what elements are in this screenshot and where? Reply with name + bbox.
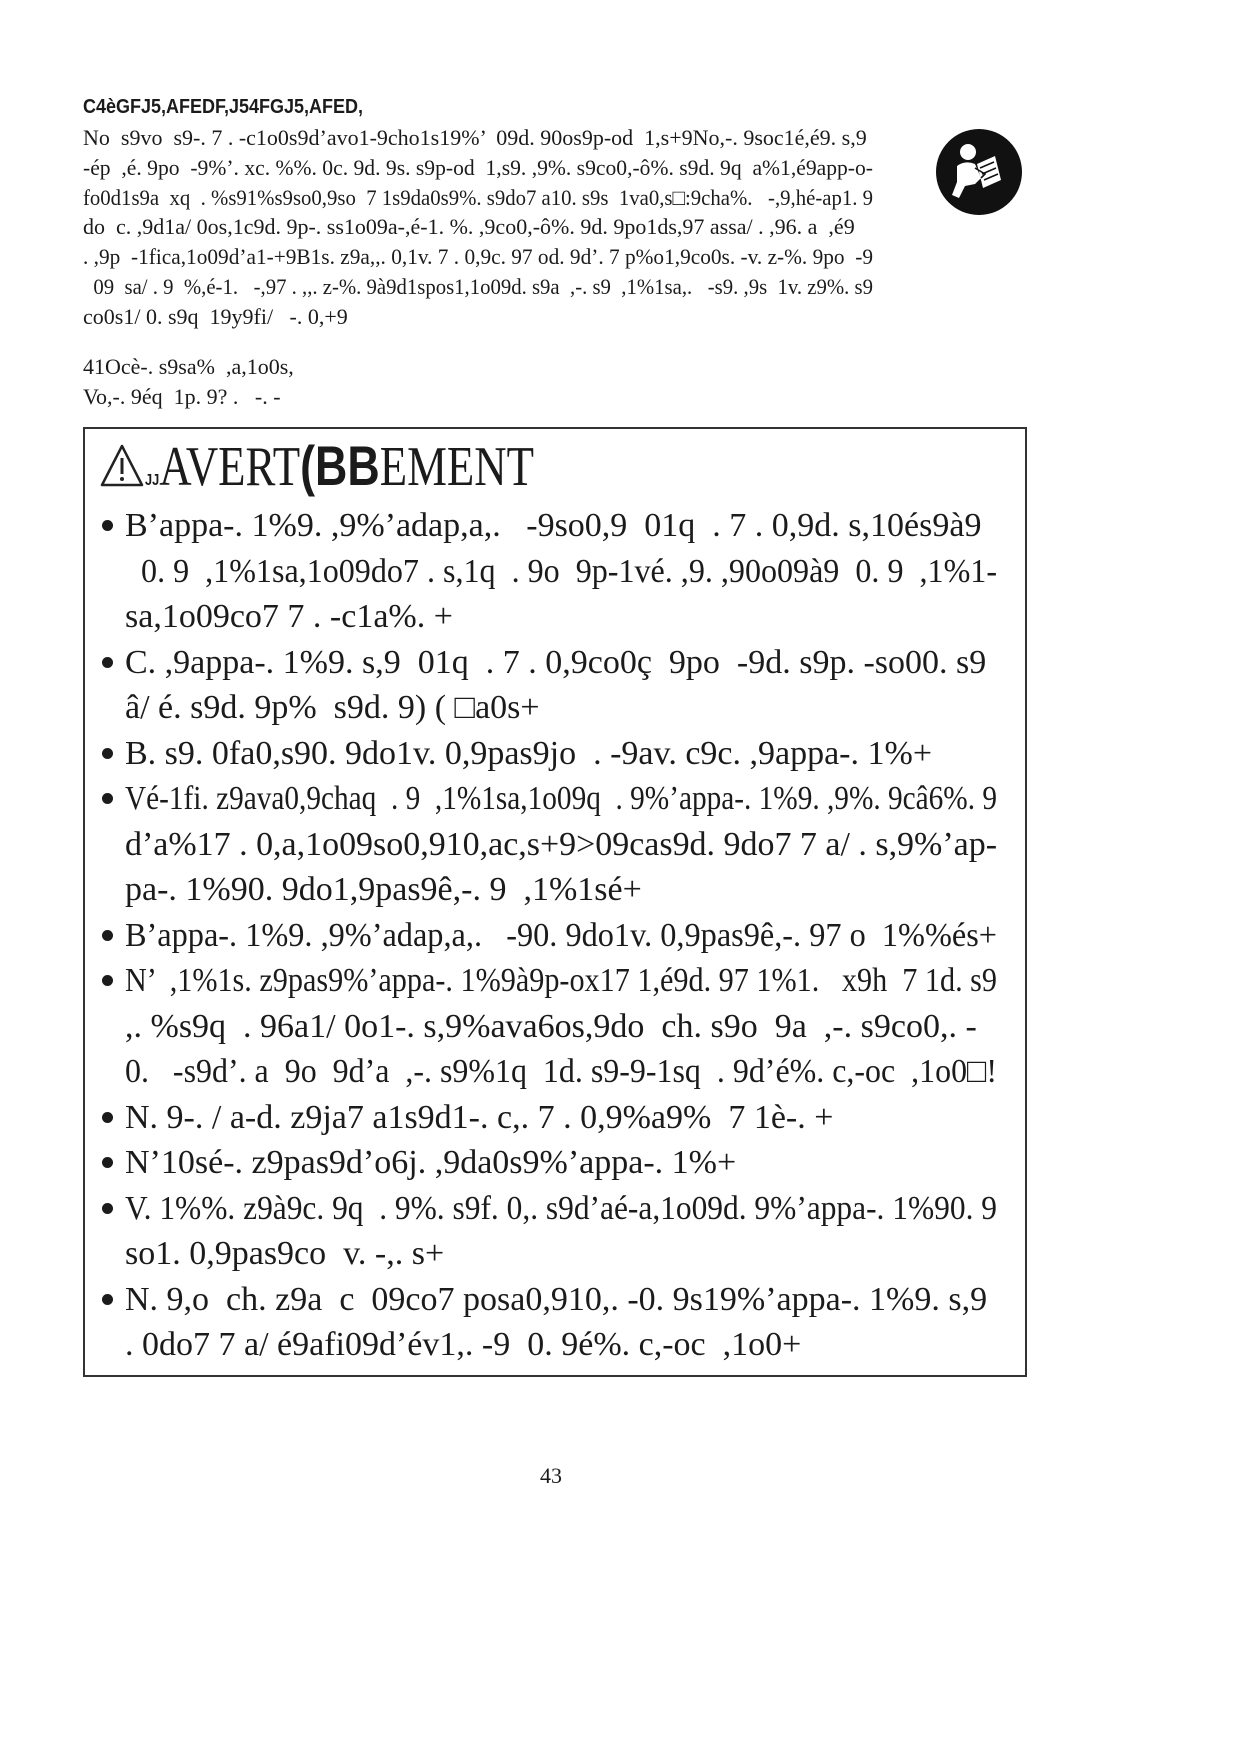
warning-title (145, 434, 534, 513)
warning-triangle-icon (100, 443, 144, 489)
warning-item (125, 1095, 1137, 1141)
intro-line: do c. ,9d1a/ 0os,1c9d. 9p-. ss1o09a-,é-1. %. ,9co0,-ô%. 9d. 9po1ds,97 assa/ . ,96. a ,é9 (83, 214, 855, 240)
item-line: B’appa-. 1%9. ,9%’adap,a,. -90. 9do1v. 0,9pas9ê,-. 97 o 1%%és+ (125, 916, 997, 954)
warning-item (125, 776, 1137, 913)
read-manual-icon (935, 128, 1023, 216)
note-line: Vo,-. 9éq 1p. 9? . -. - (83, 384, 281, 409)
warning-item (125, 913, 1137, 959)
intro-line: No s9vo s9-. 7 . -c1o0s9d’avo1-9cho1s19%’ 09d. 90os9p-od 1,s+9No,-. 9soc1é,é9. s,9 (83, 125, 867, 150)
item-line: sa,1o09co7 7 . -c1a%. + (125, 598, 453, 635)
item-line: N’ ,1%1s. z9pas9%’appa-. 1%9à9p-ox17 1,é9d. 97 1%1. x9h 7 1d. s9 (125, 962, 997, 999)
warning-item (125, 1277, 1137, 1368)
warning-item (125, 958, 1137, 1095)
warning-box (83, 427, 1027, 1377)
note-line: 41Ocè-. s9sa% ,a,1o0s, (83, 354, 294, 379)
item-line: N. 9,o ch. z9a c 09co7 posa0,910,. -0. 9s19%’appa-. 1%9. s,9 (125, 1280, 988, 1318)
item-line: N. 9-. / a-d. z9ja7 a1s9d1-. c,. 7 . 0,9%a9% 7 1è-. + (125, 1098, 834, 1136)
warning-item (125, 640, 1137, 731)
item-line: C. ,9appa-. 1%9. s,9 01q . 7 . 0,9co0ç 9po -9d. s9p. -so00. s9 (125, 643, 987, 681)
page-number: 43 (540, 1463, 562, 1488)
bullet-point (102, 1112, 113, 1123)
title-part: EMENT (379, 436, 535, 498)
bullet-point (102, 1294, 113, 1305)
bullet-point (102, 793, 113, 804)
item-line: B’appa-. 1%9. ,9%’adap,a,. -9so0,9 01q . 7 . 0,9d. s,10és9à9 (125, 507, 982, 544)
item-line: V. 1%%. z9à9c. 9q . 9%. s9f. 0,. s9d’aé-a,1o09d. 9%’appa-. 1%90. 9 (125, 1189, 997, 1227)
section-heading: C4èGFJ5,AFEDF,J54FGJ5,AFED, (83, 96, 363, 118)
item-line: 0. -s9d’. a 9o 9d’a ,-. s9%1q 1d. s9-9-1sq . 9d’é%. c,-oc ,1o0□! (125, 1053, 997, 1090)
warning-list (125, 503, 1137, 1368)
intro-line: 09 sa/ . 9 %,é-1. -,97 . ,,. z-%. 9à9d1spos1,1o09d. s9a ,-. s9 ,1%1sa,. -s9. ,9s 1v. z9%. s9 (83, 273, 873, 299)
item-line: N’10sé-. z9pas9d’o6j. ,9da0s9%’appa-. 1%+ (125, 1144, 737, 1181)
warning-item (125, 731, 1137, 777)
item-line: ,. %s9q . 96a1/ 0o1-. s,9%ava6os,9do ch. s9o 9a ,-. s9co0,. - (125, 1007, 977, 1045)
intro-line: fo0d1s9a xq . %s91%s9so0,9so 7 1s9da0s9%. s9do7 a10. s9s 1va0,s□:9cha%. -,9,hé-ap1. 9 (83, 184, 873, 210)
item-line: pa-. 1%90. 9do1,9pas9ê,-. 9 ,1%1sé+ (125, 871, 642, 908)
title-part: (BB (300, 434, 380, 497)
bullet-point (102, 748, 113, 759)
item-line: . 0do7 7 a/ é9afi09d’év1,. -9 0. 9é%. c,-oc ,1o0+ (125, 1326, 802, 1363)
item-line: so1. 0,9pas9co v. -,. s+ (125, 1235, 445, 1272)
warning-item (125, 1140, 1137, 1186)
item-line: d’a%17 . 0,a,1o09so0,910,ac,s+9>09cas9d. 9do7 7 a/ . s,9%’ap- (125, 825, 997, 863)
warning-item (125, 1186, 1137, 1277)
intro-line: co0s1/ 0. s9q 19y9fi/ -. 0,+9 (83, 303, 348, 329)
intro-line: . ,9p -1fica,1o09d’a1-+9B1s. z9a,,. 0,1v. 7 . 0,9c. 97 od. 9d’. 7 p%o1,9co0s. -v. z-%. 9po -9 (83, 244, 873, 270)
title-part: AVERT (159, 436, 301, 498)
bullet-point (102, 930, 113, 941)
note-paragraph (83, 352, 294, 412)
bullet-point (102, 1157, 113, 1168)
bullet-point (102, 520, 113, 531)
item-line: Vé-1fi. z9ava0,9chaq . 9 ,1%1sa,1o09q . 9%’appa-. 1%9. ,9%. 9câ6%. 9 (125, 780, 997, 817)
item-line: â/ é. s9d. 9p% s9d. 9) ( □a0s+ (125, 689, 540, 726)
title-prefix: JJ (145, 472, 160, 489)
intro-paragraph (83, 123, 921, 332)
bullet-point (102, 975, 113, 986)
bullet-point (102, 657, 113, 668)
bullet-point (102, 1203, 113, 1214)
item-line: 0. 9 ,1%1sa,1o09do7 . s,1q . 9o 9p-1vé. ,9. ,90o09à9 0. 9 ,1%1- (125, 552, 997, 590)
intro-line: -ép ,é. 9po -9%’. xc. %%. 0c. 9d. 9s. s9p-od 1,s9. ,9%. s9co0,-ô%. s9d. 9q a%1,é9app-o- (83, 154, 873, 180)
item-line: B. s9. 0fa0,s90. 9do1v. 0,9pas9jo . -9av. c9c. ,9appa-. 1%+ (125, 734, 933, 772)
warning-item (125, 503, 1137, 640)
